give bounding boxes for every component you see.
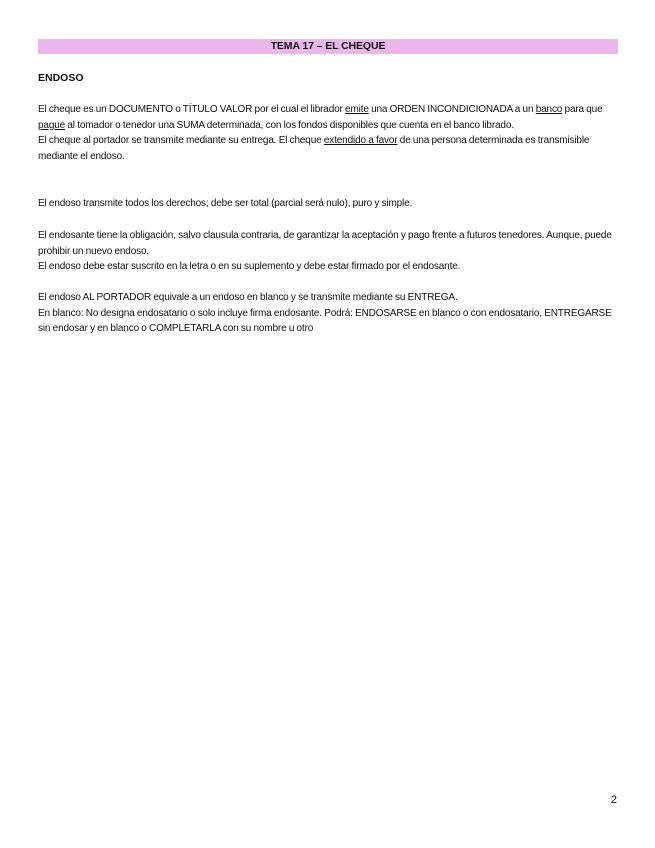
underlined-term-pague: pague <box>38 119 66 131</box>
paragraph-endoso-portador: El endoso AL PORTADOR equivale a un endoso en blanco y se transmite mediante su ENTREGA. <box>38 292 458 303</box>
paragraph-cheque-definition <box>38 102 618 133</box>
page-title: TEMA 17 – EL CHEQUE <box>38 39 618 54</box>
paragraph-endoso-rights: El endoso transmite todos los derechos; debe ser total (parcial será nulo), puro y simple. <box>38 198 413 209</box>
underlined-term-emite: emite <box>345 104 369 115</box>
text-run: El cheque al portador se transmite mediante su entrega. El cheque <box>38 135 324 146</box>
underlined-term-extendido-a-favor: extendido a favor <box>323 135 398 146</box>
paragraph-endoso-signature: El endoso debe estar suscrito en la letra o en su suplemento y debe estar firmado por el endosante. <box>38 261 461 272</box>
section-heading: ENDOSO <box>38 72 84 84</box>
paragraph-block-3 <box>38 228 618 275</box>
text-run: al tomador o tenedor una SUMA determinada, con los fondos disponibles que cuenta en el banco librado. <box>65 119 514 131</box>
underlined-term-banco: banco <box>535 104 563 115</box>
paragraph-endoso-en-blanco: En blanco: No designa endosatario o solo incluye firma endosante. Podrá: ENDOSARSE en blanco o con endosatario, ENTREGARSE sin endosar y en blanco o COMPLETARLA con su nombre u otro <box>38 307 612 334</box>
paragraph-block-2 <box>38 196 618 212</box>
paragraph-block-1 <box>38 102 618 164</box>
paragraph-block-4 <box>38 290 618 337</box>
page-number: 2 <box>610 794 617 806</box>
text-run: El cheque es un DOCUMENTO o TÍTULO VALOR por el cual el librador <box>38 104 346 115</box>
paragraph-cheque-transmission <box>38 133 618 164</box>
text-run: una ORDEN INCONDICIONADA a un <box>368 104 536 115</box>
text-run: para que <box>562 104 603 115</box>
text-run: de una persona determinada es transmisible mediante el endoso. <box>38 135 590 162</box>
paragraph-endosante-obligation: El endosante tiene la obligación, salvo clausula contraria, de garantizar la aceptación y pago frente a futuros tenedores. Aunque, puede prohibir un nuevo endoso. <box>38 230 612 257</box>
